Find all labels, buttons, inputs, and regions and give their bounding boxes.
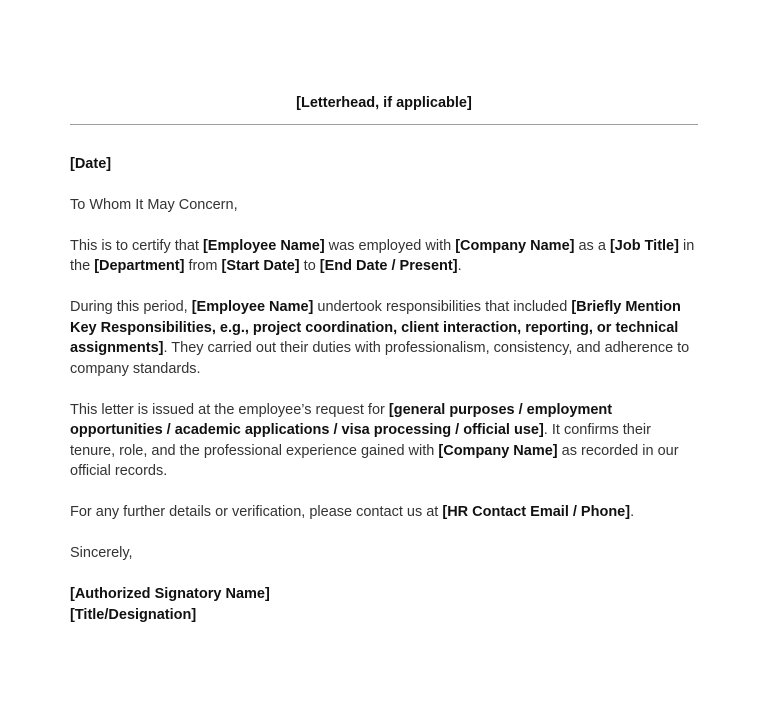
text-run: . — [457, 258, 462, 274]
text-run: This letter is issued at the employee’s request for — [70, 401, 389, 418]
text-run: . — [630, 504, 635, 520]
text-run: This is to certify that — [70, 237, 203, 254]
text-run: as recorded in our official records. — [70, 442, 679, 479]
placeholder-signatory-title: [Title/Designation] — [70, 606, 197, 623]
text-run: from — [184, 258, 222, 274]
text-run: . They carried out their duties with professionalism, consistency, and adherence to company standards. — [70, 340, 690, 377]
placeholder-request-purpose: [general purposes / employment opportunities / academic applications / visa processing / official use] — [70, 401, 613, 438]
letter-document — [0, 93, 768, 707]
paragraph-certification — [70, 236, 698, 277]
text-run: was employed with — [324, 237, 456, 254]
text-run: as a — [574, 237, 610, 254]
text-run: undertook responsibilities that included — [313, 299, 572, 315]
text-run: . It confirms their tenure, role, and the professional experience gained with — [70, 422, 651, 459]
signature-block — [70, 584, 698, 625]
letter-content — [70, 93, 698, 625]
date-placeholder: [Date] — [70, 155, 112, 172]
placeholder-job-title: [Job Title] — [609, 237, 679, 254]
text-run: in the — [70, 237, 695, 274]
placeholder-end-date: [End Date / Present] — [319, 258, 458, 274]
placeholder-signatory-name: [Authorized Signatory Name] — [70, 586, 270, 602]
text-run: to — [299, 258, 320, 274]
text-run: For any further details or verification, please contact us at — [70, 504, 443, 520]
text-run: During this period, — [70, 299, 192, 315]
paragraph-responsibilities — [70, 297, 698, 379]
closing: Sincerely, — [70, 545, 133, 561]
placeholder-company-name: [Company Name] — [455, 237, 575, 254]
placeholder-company-name: [Company Name] — [438, 442, 558, 459]
placeholder-start-date: [Start Date] — [221, 258, 300, 274]
paragraph-purpose — [70, 400, 698, 482]
placeholder-employee-name: [Employee Name] — [202, 237, 325, 254]
paragraph-contact — [70, 502, 698, 523]
letterhead-placeholder: [Letterhead, if applicable] — [296, 95, 472, 111]
salutation: To Whom It May Concern, — [70, 196, 238, 213]
placeholder-hr-contact: [HR Contact Email / Phone] — [442, 504, 631, 520]
placeholder-department: [Department] — [94, 258, 185, 274]
placeholder-employee-name: [Employee Name] — [191, 299, 314, 315]
placeholder-key-responsibilities: [Briefly Mention Key Responsibilities, e.g., project coordination, client interaction, reporting, or technical assignments] — [70, 299, 681, 356]
letterhead-divider — [70, 124, 698, 125]
